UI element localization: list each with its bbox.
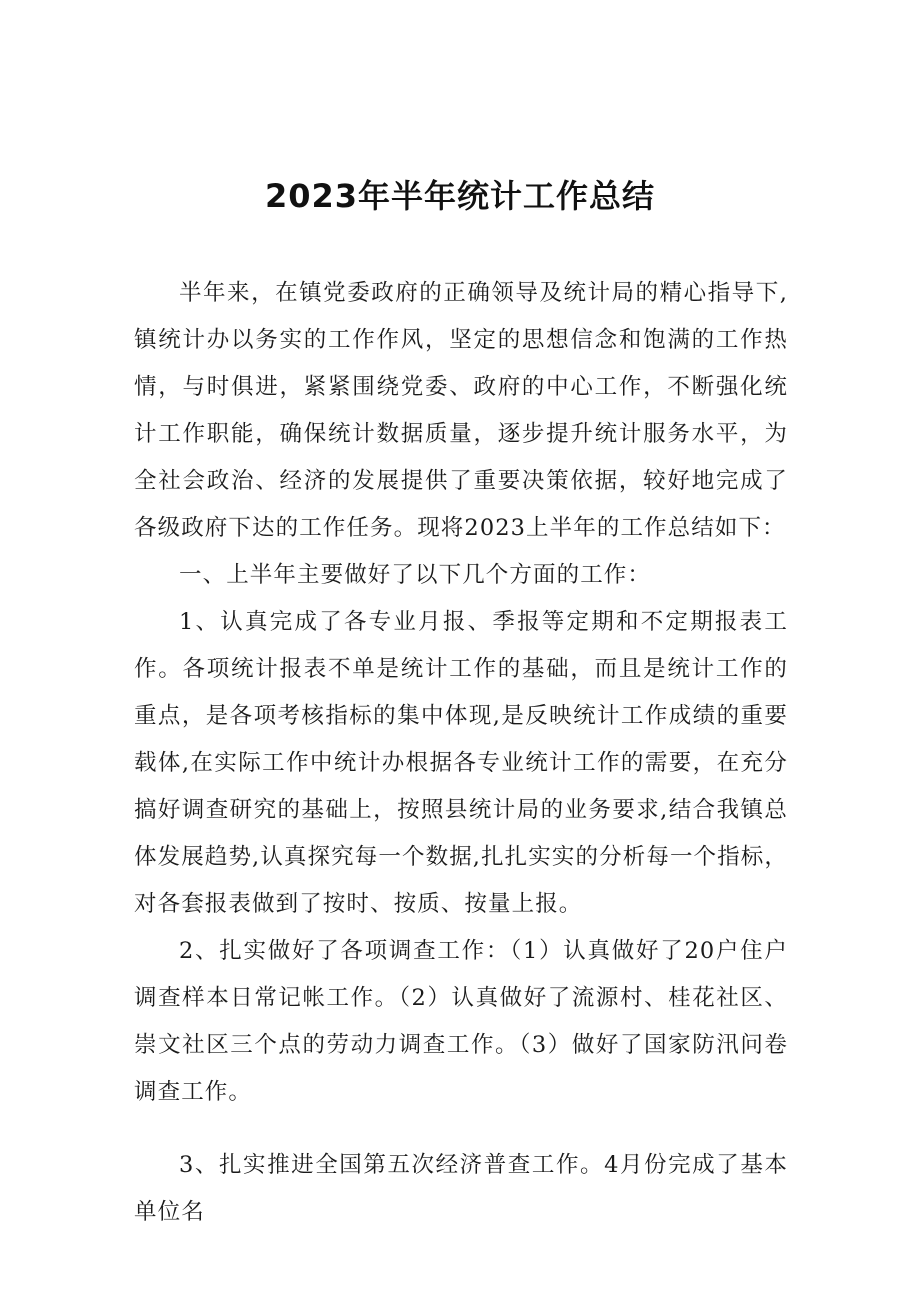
paragraph-item-3: 3、扎实推进全国第五次经济普查工作。4月份完成了基本单位名 [134, 1152, 788, 1225]
document-body [134, 270, 788, 1236]
paragraph-intro: 半年来，在镇党委政府的正确领导及统计局的精心指导下,镇统计办以务实的工作作风，坚定的思想信念和饱满的工作热情，与时俱进，紧紧围绕党委、政府的中心工作，不断强化统计工作职能，确保统计数据质量，逐步提升统计服务水平，为全社会政治、经济的发展提供了重要决策依据，较好地完成了各级政府下达的工作任务。现将2023上半年的工作总结如下： [134, 280, 788, 541]
document-title: 2023年半年统计工作总结 [264, 177, 656, 215]
paragraph-item-1: 1、认真完成了各专业月报、季报等定期和不定期报表工作。各项统计报表不单是统计工作的基础，而且是统计工作的重点，是各项考核指标的集中体现,是反映统计工作成绩的重要载体,在实际工作中统计办根据各专业统计工作的需要，在充分搞好调查研究的基础上，按照县统计局的业务要求,结合我镇总体发展趋势,认真探究每一个数据,扎扎实实的分析每一个指标，对各套报表做到了按时、按质、按量上报。 [134, 609, 788, 917]
paragraph-item-2: 2、扎实做好了各项调查工作：（1）认真做好了20户住户调查样本日常记帐工作。（2）认真做好了流源村、桂花社区、崇文社区三个点的劳动力调查工作。（3）做好了国家防汛问卷调查工作。 [134, 938, 788, 1105]
paragraph-section-one: 一、上半年主要做好了以下几个方面的工作： [179, 562, 652, 588]
